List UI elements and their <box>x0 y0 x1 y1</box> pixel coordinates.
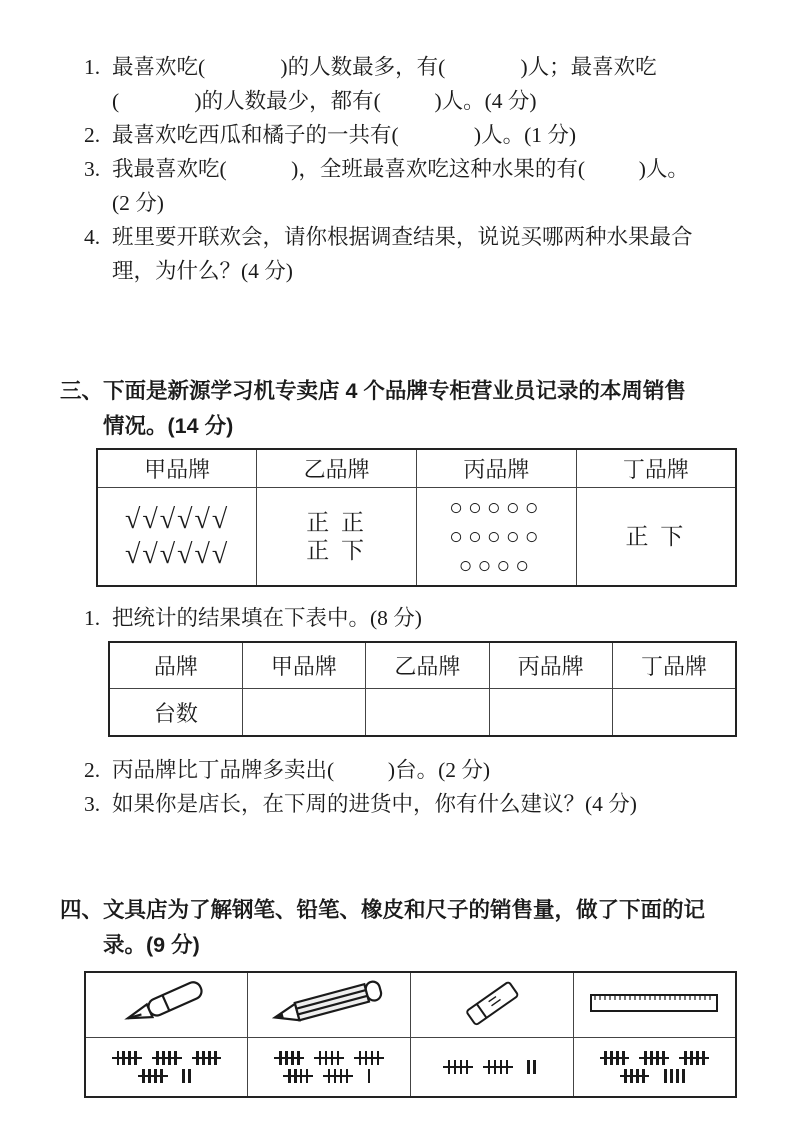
question-text: 我最喜欢吃( )，全班最喜欢吃这种水果的有( )人。 (2 分) <box>112 157 689 215</box>
section-three <box>60 374 737 821</box>
question-item <box>84 118 737 152</box>
eraser-icon <box>447 975 537 1031</box>
tally-group <box>195 1051 219 1065</box>
tally-group <box>366 1069 372 1083</box>
question-number: 1. <box>84 606 101 630</box>
pen-cell <box>85 972 248 1038</box>
tally-group <box>277 1051 301 1065</box>
tally-group <box>317 1051 341 1065</box>
column-header-brand-c: 丙品牌 <box>417 449 577 488</box>
question-number: 3. <box>84 157 101 181</box>
row-label-units: 台数 <box>109 689 242 737</box>
brand-c-circles: ○○○○○ ○○○○○ ○○○○ <box>417 488 577 587</box>
answer-cell <box>242 689 365 737</box>
question-number: 2. <box>84 123 101 147</box>
tally-group <box>642 1051 666 1065</box>
question-item <box>84 50 737 118</box>
brand-d-zheng-tally: 正 下 <box>576 488 736 587</box>
column-header-brand-d: 丁品牌 <box>576 449 736 488</box>
column-header-brand: 品牌 <box>109 642 242 689</box>
pen-tally-marks <box>85 1038 248 1098</box>
brand-summary-table <box>108 641 737 737</box>
pen-icon <box>108 975 226 1031</box>
section-four-heading <box>60 893 737 963</box>
tally-group <box>603 1051 627 1065</box>
column-header-brand-a: 甲品牌 <box>97 449 257 488</box>
section-number: 四、 <box>60 898 104 922</box>
question-text: 最喜欢吃( )的人数最多，有( )人；最喜欢吃 ( )的人数最少，都有( )人。(4 分) <box>112 55 657 113</box>
tally-group <box>181 1069 193 1083</box>
question-number: 4. <box>84 225 101 249</box>
tally-group <box>115 1051 139 1065</box>
tally-group <box>486 1060 510 1074</box>
pencil-icon <box>260 975 398 1031</box>
question-text: 最喜欢吃西瓜和橘子的一共有( )人。(1 分) <box>112 123 577 147</box>
tally-group <box>326 1069 350 1083</box>
answer-cell <box>613 689 736 737</box>
tally-group <box>446 1060 470 1074</box>
column-header-brand-c: 丙品牌 <box>489 642 612 689</box>
question-text: 丙品牌比丁品牌多卖出( )台。(2 分) <box>112 758 491 782</box>
eraser-cell <box>411 972 574 1038</box>
spacer <box>60 821 737 893</box>
spacer <box>60 288 737 374</box>
spacer <box>60 737 737 753</box>
tally-group <box>155 1051 179 1065</box>
spacer <box>60 587 737 601</box>
question-item <box>84 753 737 787</box>
question-item <box>84 152 737 220</box>
question-text: 如果你是店长，在下周的进货中，你有什么建议？(4 分) <box>112 792 637 816</box>
column-header-brand-b: 乙品牌 <box>366 642 489 689</box>
question-item <box>84 220 737 288</box>
brand-a-checkmarks: √√√√√√ √√√√√√ <box>97 488 257 587</box>
question-text: 班里要开联欢会，请你根据调查结果，说说买哪两种水果最合 理，为什么？(4 分) <box>112 225 693 283</box>
ruler-icon <box>580 975 728 1031</box>
table-row <box>97 488 736 587</box>
tally-group <box>286 1069 310 1083</box>
fruit-question-list <box>84 50 737 288</box>
tally-row-group <box>85 1038 736 1098</box>
column-header-brand-b: 乙品牌 <box>257 449 417 488</box>
brand-sales-record-table <box>96 448 737 587</box>
answer-cell <box>366 689 489 737</box>
section-title: 文具店为了解钢笔、铅笔、橡皮和尺子的销售量，做了下面的记 录。(9 分) <box>103 898 706 957</box>
section-three-questions <box>84 601 737 635</box>
brand-b-zheng-tally: 正 正 正 下 <box>257 488 417 587</box>
question-number: 3. <box>84 792 101 816</box>
question-item <box>84 601 737 635</box>
question-number: 1. <box>84 55 101 79</box>
tally-group <box>623 1069 647 1083</box>
column-header-brand-a: 甲品牌 <box>242 642 365 689</box>
question-item <box>84 787 737 821</box>
stationery-record-table <box>84 971 737 1098</box>
tally-group <box>682 1051 706 1065</box>
pencil-tally-marks <box>248 1038 411 1098</box>
eraser-tally-marks <box>411 1038 574 1098</box>
section-title: 下面是新源学习机专卖店 4 个品牌专柜营业员记录的本周销售 情况。(14 分) <box>103 379 686 438</box>
table-header-row <box>97 449 736 488</box>
column-header-brand-d: 丁品牌 <box>613 642 736 689</box>
question-number: 2. <box>84 758 101 782</box>
ruler-tally-marks <box>573 1038 736 1098</box>
question-text: 把统计的结果填在下表中。(8 分) <box>112 606 422 630</box>
ruler-cell <box>573 972 736 1038</box>
section-three-heading <box>60 374 737 444</box>
tally-group <box>141 1069 165 1083</box>
pencil-cell <box>248 972 411 1038</box>
tally-group <box>662 1069 686 1083</box>
tally-group <box>357 1051 381 1065</box>
section-three-questions-bottom <box>84 753 737 821</box>
section-number: 三、 <box>60 379 104 403</box>
answer-cell <box>489 689 612 737</box>
section-four <box>60 893 737 1098</box>
icon-row <box>85 972 736 1038</box>
table-header-row <box>109 642 736 689</box>
tally-group <box>526 1060 538 1074</box>
table-row <box>109 689 736 737</box>
